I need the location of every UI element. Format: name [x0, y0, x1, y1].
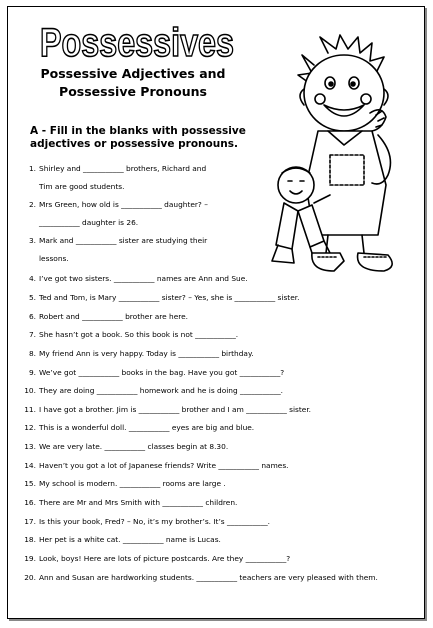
instruction — [30, 125, 270, 151]
question-20: 20. Ann and Susan are hardworking students. ___________ teachers are very pleased with them. — [24, 573, 378, 582]
question-3: 3. Mark and ___________ sister are studying their lessons. — [28, 236, 208, 263]
instruction-line-2: adjectives or possessive pronouns. — [30, 138, 238, 150]
question-2: 2. Mrs Green, how old is ___________ daughter? – ___________ daughter is 26. — [28, 200, 208, 227]
instruction-line-1: A - Fill in the blanks with possessive — [30, 125, 246, 137]
question-15: 15. My school is modern. ___________ rooms are large . — [24, 479, 226, 488]
question-7: 7. She hasn’t got a book. So this book is not ___________. — [28, 330, 239, 339]
question-9: 9. We’ve got ___________ books in the bag. Have you got ___________? — [28, 368, 285, 377]
question-13: 13. We are very late. ___________ classes begin at 8.30. — [24, 442, 229, 451]
question-19: 19. Look, boys! Here are lots of picture postcards. Are they ___________? — [24, 554, 291, 563]
question-16: 16. There are Mr and Mrs Smith with ___________ children. — [24, 498, 238, 507]
question-14: 14. Haven’t you got a lot of Japanese friends? Write ___________ names. — [24, 461, 289, 470]
question-18: 18. Her pet is a white cat. ___________ name is Lucas. — [24, 535, 221, 544]
question-10: 10. They are doing ___________ homework and he is doing ___________. — [24, 386, 284, 395]
subtitle — [22, 65, 244, 101]
question-4: 4. I’ve got two sisters. ___________ names are Ann and Sue. — [28, 274, 248, 283]
question-11: 11. I have got a brother. Jim is ___________ brother and I am ___________ sister. — [24, 405, 312, 414]
title-outline-art — [38, 19, 238, 63]
question-17: 17. Is this your book, Fred? – No, it’s my brother’s. It’s ___________. — [24, 517, 270, 526]
girl-with-doll-illustration — [258, 35, 423, 275]
subtitle-line-1: Possessive Adjectives and — [40, 66, 226, 81]
title-text: Possessives — [40, 21, 234, 65]
worksheet-page — [7, 6, 425, 619]
question-12: 12. This is a wonderful doll. ___________ eyes are big and blue. — [24, 423, 255, 432]
question-6: 6. Robert and ___________ brother are here. — [28, 312, 189, 321]
page-title — [38, 19, 238, 63]
question-1: 1. Shirley and ___________ brothers, Richard and Tim are good students. — [28, 164, 207, 191]
question-5: 5. Ted and Tom, is Mary ___________ sister? – Yes, she is ___________ sister. — [28, 293, 300, 302]
question-8: 8. My friend Ann is very happy. Today is ___________ birthday. — [28, 349, 254, 358]
subtitle-line-2: Possessive Pronouns — [59, 84, 207, 99]
